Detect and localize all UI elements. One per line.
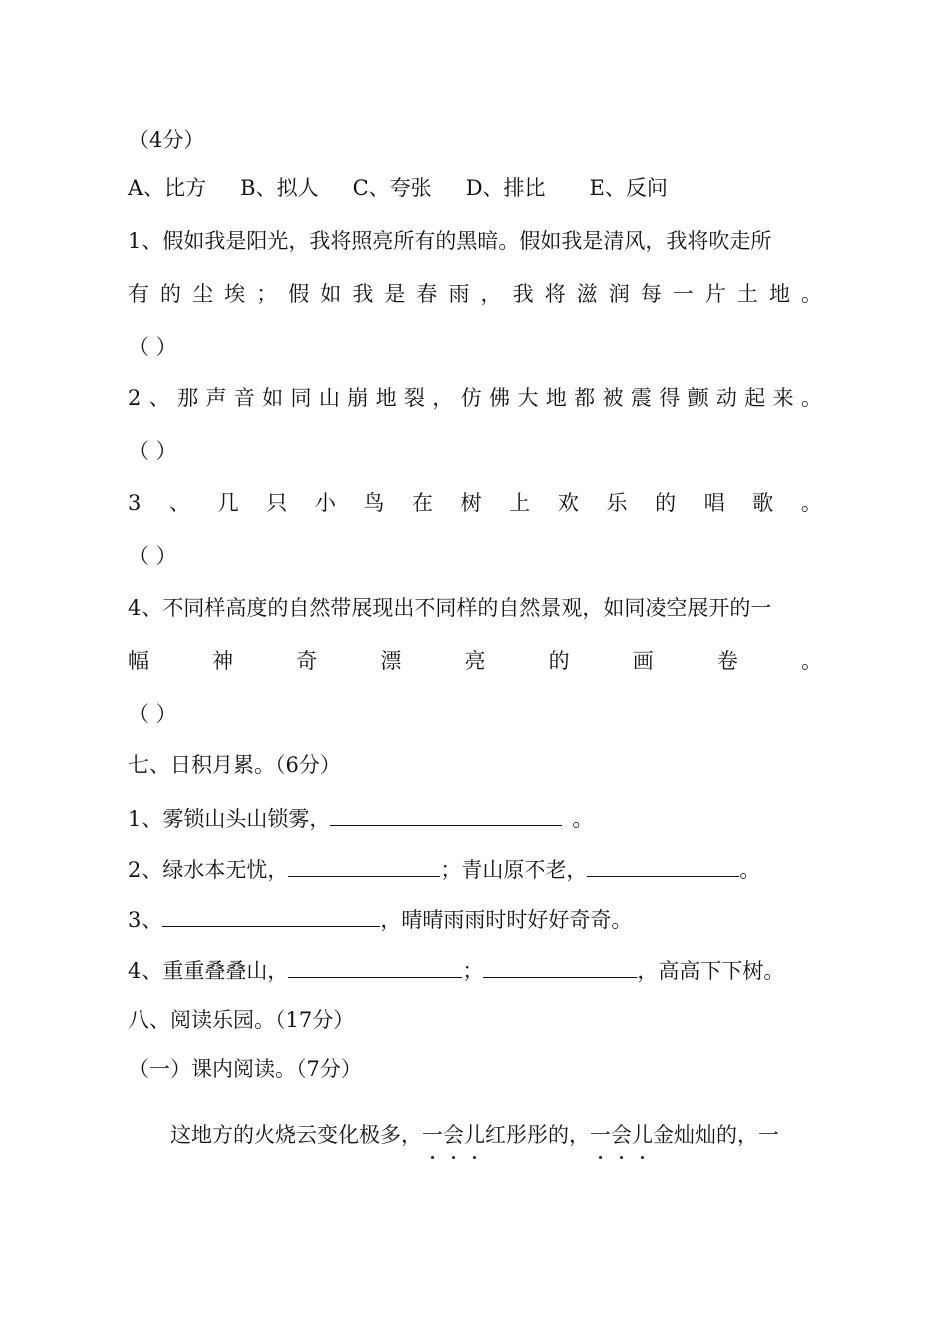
fill-4-prefix: 4、重重叠叠山， (128, 959, 289, 983)
char: 被 (602, 386, 624, 410)
char: 、 (168, 491, 190, 515)
char: 得 (659, 386, 681, 410)
question-1-answer: （ ） (128, 335, 177, 359)
fill-2-suffix: 。 (739, 858, 761, 882)
char: 颤 (687, 386, 709, 410)
char: 来 (772, 386, 794, 410)
question-4-answer: （ ） (128, 702, 177, 726)
fill-2-blank-a[interactable] (288, 854, 440, 877)
char: 滋 (576, 282, 598, 306)
char: 唱 (703, 491, 725, 515)
char: 如 (262, 386, 284, 410)
fill-2-prefix: 2、绿水本无忧， (128, 858, 289, 882)
char: 。 (801, 649, 822, 673)
char: 欢 (557, 491, 579, 515)
fill-1-blank[interactable] (330, 803, 562, 826)
char: 起 (744, 386, 766, 410)
char: 佛 (489, 386, 511, 410)
fill-3-prefix: 3、 (128, 908, 163, 932)
question-4-line-2 (128, 647, 822, 675)
section-8-title: 八、阅读乐园。（17分） (128, 1008, 355, 1032)
char: 一 (672, 282, 694, 306)
option-c: C、夸张 (352, 176, 432, 200)
char: 雨 (448, 282, 470, 306)
option-d: D、排比 (465, 176, 546, 200)
char: 奇 (296, 649, 318, 673)
option-e: E、反问 (589, 176, 668, 200)
char: ， (480, 282, 502, 306)
fill-item-3 (128, 904, 632, 934)
fill-1-suffix: 。 (572, 807, 594, 831)
section-7-title: 七、日积月累。（6分） (128, 753, 341, 777)
char: 幅 (128, 649, 149, 673)
char: 。 (800, 282, 822, 306)
char: 鸟 (363, 491, 385, 515)
char: 地 (545, 386, 567, 410)
passage-emphasis-1 (422, 1123, 485, 1147)
fill-3-suffix: ，晴晴雨雨时时好好奇奇。 (380, 908, 633, 932)
char: 如 (320, 282, 342, 306)
char: 都 (574, 386, 596, 410)
score-label: （4分） (128, 128, 205, 152)
char: 同 (290, 386, 312, 410)
fill-1-prefix: 1、雾锁山头山锁雾， (128, 807, 331, 831)
char: ； (256, 282, 278, 306)
question-1-line-1: 1、假如我是阳光，我将照亮所有的黑暗。假如我是清风，我将吹走所 (128, 229, 772, 253)
reading-passage-line (170, 1121, 779, 1149)
passage-part-1: 这地方的火烧云变化极多， (170, 1123, 422, 1147)
char: 音 (233, 386, 255, 410)
char: 树 (460, 491, 482, 515)
char: 仿 (460, 386, 482, 410)
char: 将 (544, 282, 566, 306)
char: 的 (160, 282, 182, 306)
emphasis-char: 会 (611, 1123, 632, 1147)
emphasis-char: 儿 (464, 1123, 485, 1147)
char: 润 (608, 282, 630, 306)
fill-4-suffix: ，高高下下树。 (637, 959, 785, 983)
char: 乐 (606, 491, 628, 515)
char: 小 (314, 491, 336, 515)
char: 歌 (752, 491, 774, 515)
subsection-1-title: （一）课内阅读。（7分） (128, 1057, 362, 1081)
fill-3-blank[interactable] (162, 904, 380, 927)
question-3-line (128, 489, 822, 517)
char: 神 (212, 649, 234, 673)
char: 的 (548, 649, 570, 673)
char: 尘 (192, 282, 214, 306)
char: 片 (704, 282, 726, 306)
char: 有 (128, 282, 149, 306)
char: 3 (128, 491, 142, 515)
char: 在 (412, 491, 434, 515)
char: 我 (512, 282, 534, 306)
char: 漂 (380, 649, 402, 673)
fill-item-1 (128, 803, 593, 833)
char: 。 (801, 386, 822, 410)
emphasis-char: 儿 (632, 1123, 653, 1147)
fill-2-blank-b[interactable] (587, 854, 739, 877)
fill-4-blank-b[interactable] (483, 955, 637, 978)
char: 2 (128, 386, 142, 410)
char: 土 (736, 282, 758, 306)
char: 只 (266, 491, 288, 515)
char: 震 (630, 386, 652, 410)
char: 声 (205, 386, 227, 410)
char: 、 (148, 386, 170, 410)
emphasis-char: 会 (443, 1123, 464, 1147)
fill-2-mid: ；青山原不老， (440, 858, 588, 882)
question-2-answer: （ ） (128, 439, 177, 463)
emphasis-char: 一 (590, 1123, 611, 1147)
question-4-line-1: 4、不同样高度的自然带展现出不同样的自然景观，如同凌空展开的一 (128, 596, 772, 620)
char: 假 (288, 282, 310, 306)
option-b: B、拟人 (240, 176, 319, 200)
passage-emphasis-2 (590, 1123, 653, 1147)
char: 地 (375, 386, 397, 410)
fill-item-2 (128, 854, 760, 884)
question-2-line (128, 384, 822, 412)
question-3-answer: （ ） (128, 544, 177, 568)
char: 亮 (464, 649, 486, 673)
fill-item-4 (128, 955, 784, 985)
char: 崩 (347, 386, 369, 410)
char: 山 (318, 386, 340, 410)
char: 我 (352, 282, 374, 306)
char: 每 (640, 282, 662, 306)
fill-4-mid: ； (462, 959, 484, 983)
char: 是 (384, 282, 406, 306)
char: 上 (509, 491, 531, 515)
char: 卷 (716, 649, 738, 673)
options-row (128, 174, 668, 202)
char: ， (432, 386, 454, 410)
passage-part-3: 金灿灿的，一 (653, 1123, 779, 1147)
char: 。 (800, 491, 822, 515)
char: 几 (217, 491, 239, 515)
char: 埃 (224, 282, 246, 306)
char: 春 (416, 282, 438, 306)
char: 大 (517, 386, 539, 410)
question-1-line-2 (128, 280, 822, 308)
option-a: A、比方 (128, 176, 207, 200)
fill-4-blank-a[interactable] (288, 955, 462, 978)
char: 地 (768, 282, 790, 306)
char: 动 (715, 386, 737, 410)
char: 裂 (403, 386, 425, 410)
char: 那 (177, 386, 199, 410)
char: 的 (655, 491, 677, 515)
emphasis-char: 一 (422, 1123, 443, 1147)
passage-part-2: 红彤彤的， (485, 1123, 590, 1147)
char: 画 (632, 649, 654, 673)
